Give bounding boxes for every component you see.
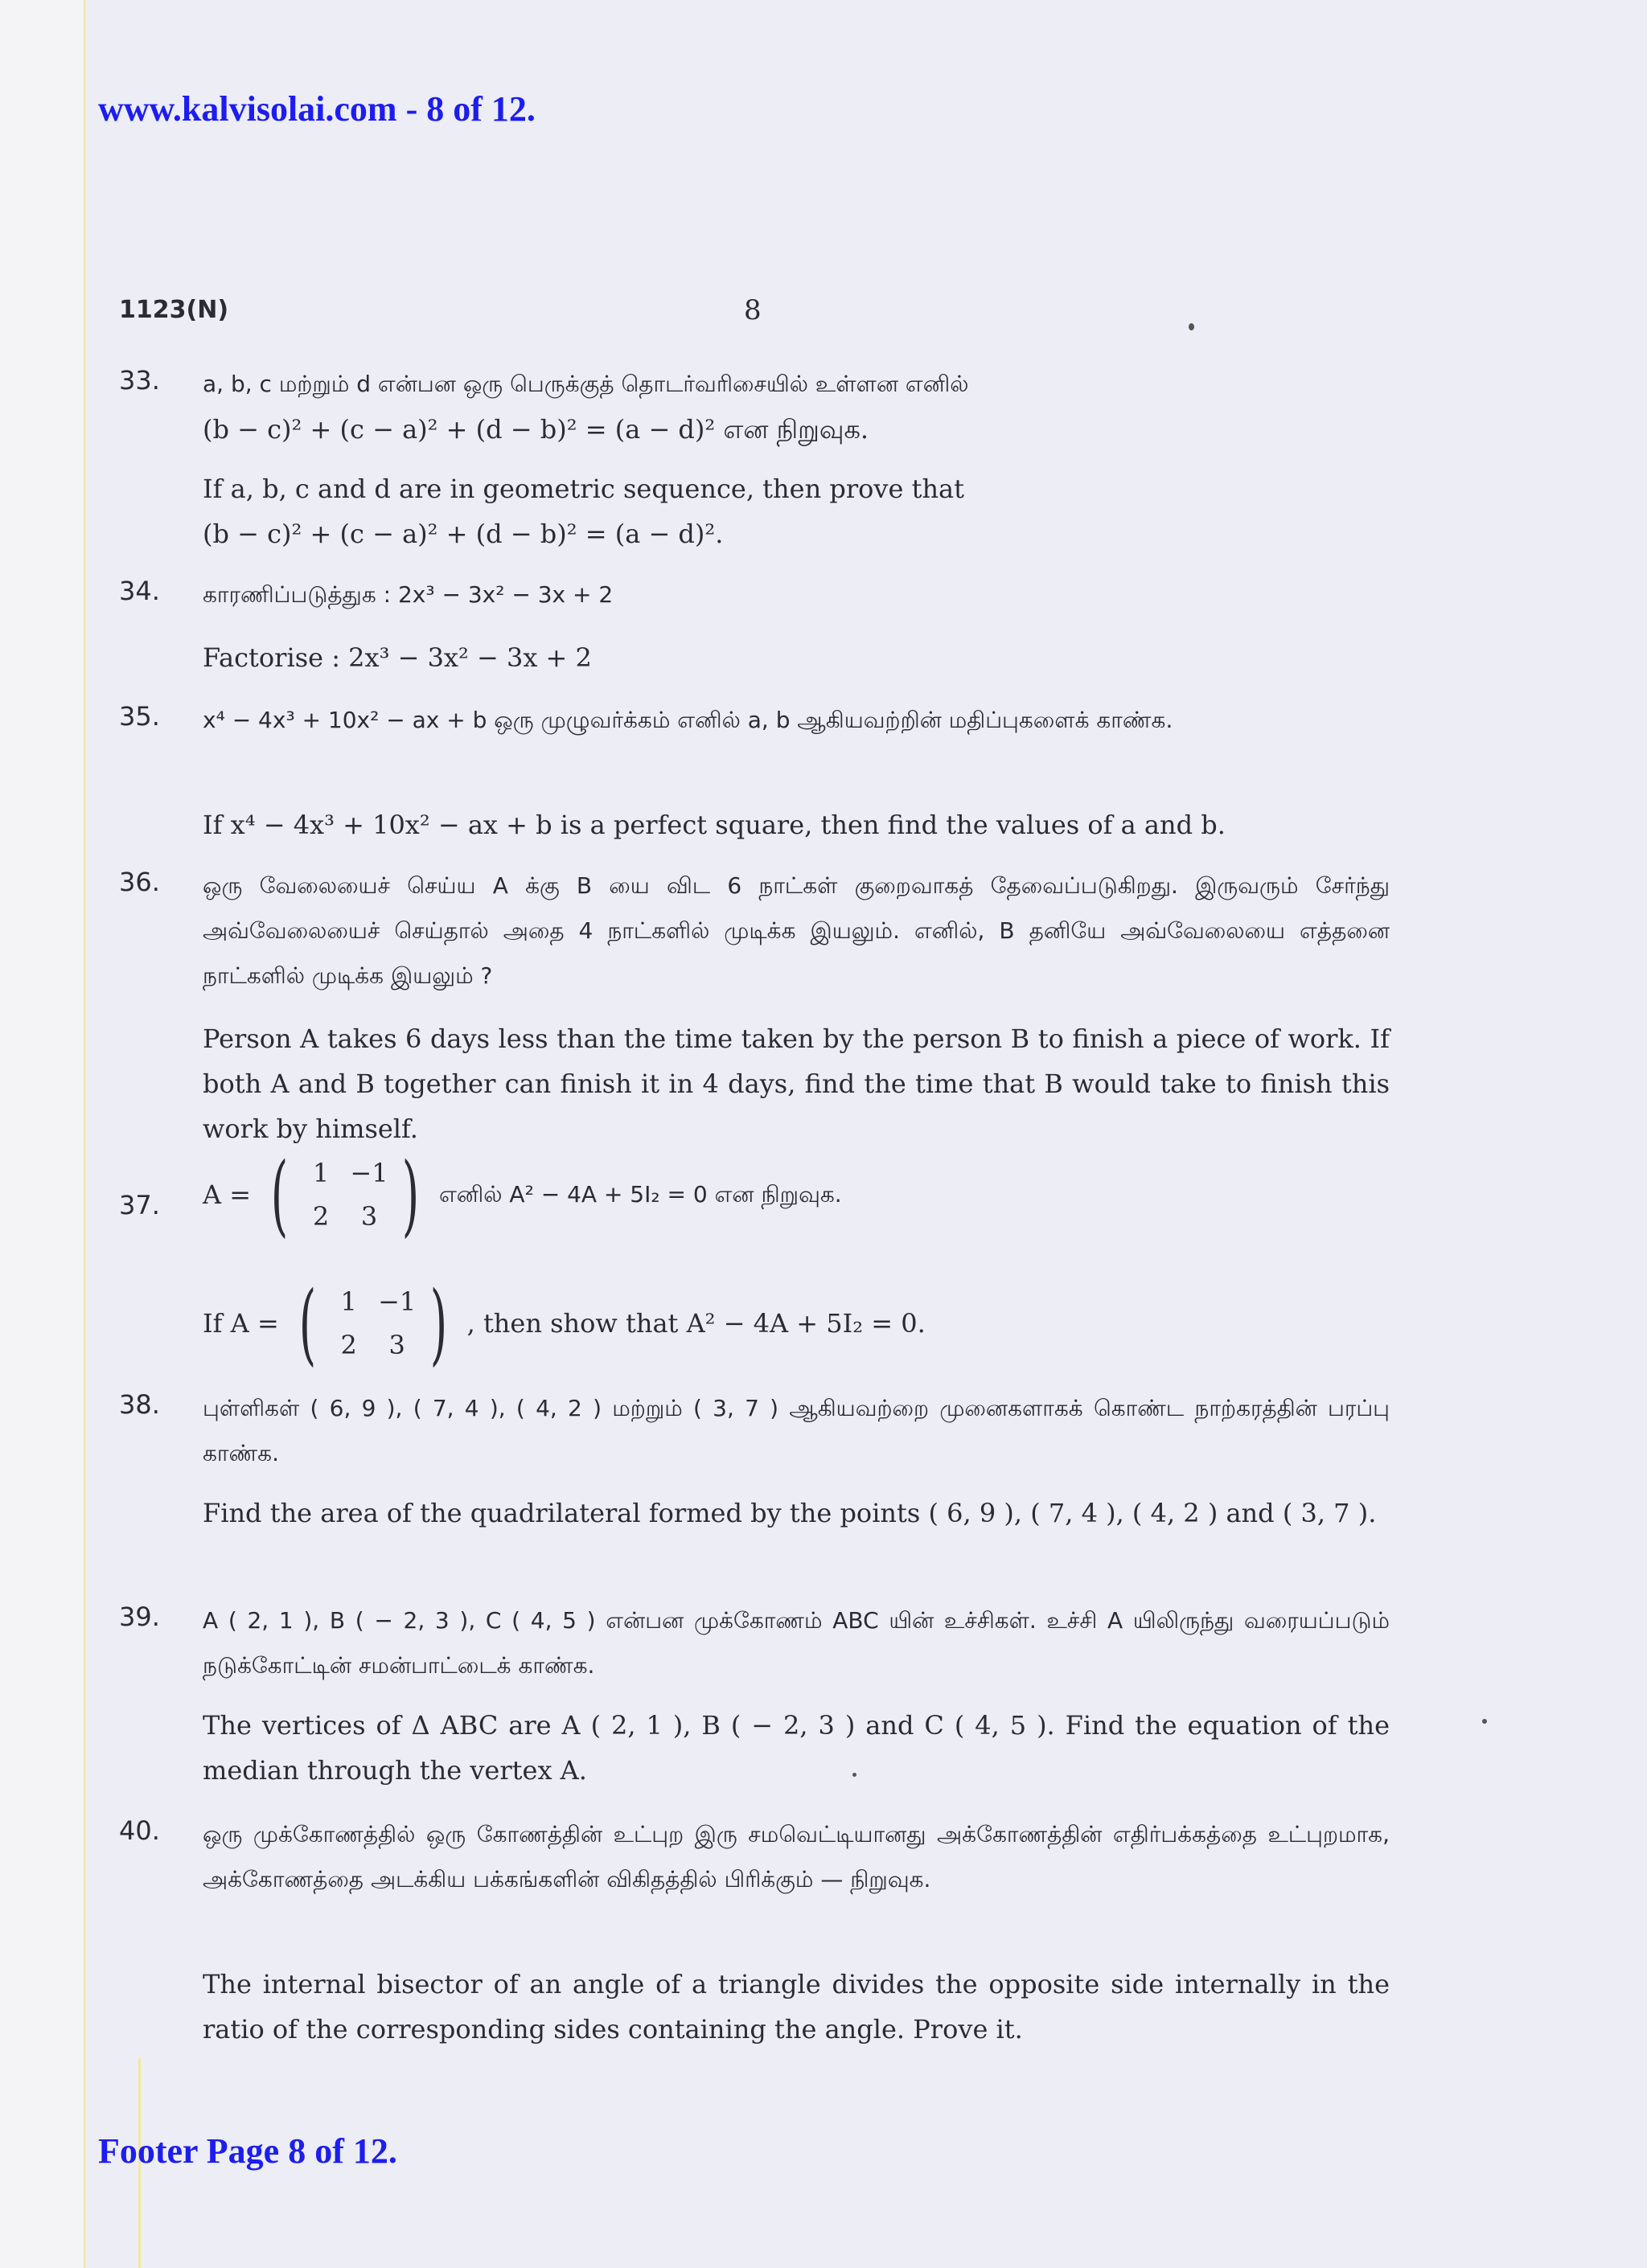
- paper-code: 1123(N): [119, 296, 229, 324]
- left-bracket: (: [298, 1272, 316, 1375]
- question-number: 34.: [119, 576, 160, 606]
- question-tamil-formula: (b − c)² + (c − a)² + (d − b)² = (a − d)² என நிறுவுக.: [203, 414, 869, 445]
- left-bracket: (: [270, 1143, 289, 1246]
- question-tamil: A ( 2, 1 ), B ( − 2, 3 ), C ( 4, 5 ) என்பன முக்கோணம் ABC யின் உச்சிகள். உச்சி A யிலிருந்து வரையப்படும் நடுக்கோட்டின் சமன்பாட்டைக் காண்க.: [203, 1607, 1390, 1679]
- scan-speck: [852, 1773, 856, 1777]
- question-number: 40.: [119, 1815, 160, 1846]
- right-bracket: ): [401, 1143, 420, 1246]
- scan-speck: [1189, 323, 1194, 330]
- question-english-formula: (b − c)² + (c − a)² + (d − b)² = (a − d)².: [203, 519, 724, 549]
- question-number: 38.: [119, 1389, 160, 1420]
- question-english: Person A takes 6 days less than the time taken by the person B to finish a piece of work. If both A and B together can finish it in 4 days, find the time that B would take to finish this work by himself.: [203, 1023, 1390, 1144]
- question-english: If a, b, c and d are in geometric sequence, then prove that: [203, 474, 964, 504]
- right-bracket: ): [429, 1272, 447, 1375]
- matrix-cell: 2: [340, 1330, 357, 1360]
- matrix-cell: −1: [378, 1286, 417, 1317]
- website-header: www.kalvisolai.com - 8 of 12.: [98, 89, 536, 129]
- matrix-cell: −1: [350, 1158, 388, 1188]
- question-english: Find the area of the quadrilateral formed by the points ( 6, 9 ), ( 7, 4 ), ( 4, 2 ) and ( 3, 7 ).: [203, 1498, 1377, 1528]
- question-number: 37.: [119, 1190, 160, 1220]
- question-number: 36.: [119, 867, 160, 897]
- matrix-cell: 2: [312, 1201, 330, 1232]
- scan-speck: [1482, 1719, 1487, 1724]
- page-number: 8: [744, 294, 762, 326]
- question-english: The vertices of Δ ABC are A ( 2, 1 ), B ( − 2, 3 ) and C ( 4, 5 ). Find the equation of the median through the vertex A.: [203, 1710, 1390, 1786]
- question-tamil: காரணிப்படுத்துக : 2x³ − 3x² − 3x + 2: [203, 581, 614, 608]
- question-tamil: ஒரு வேலையைச் செய்ய A க்கு B யை விட 6 நாட்கள் குறைவாகத் தேவைப்படுகிறது. இருவரும் சேர்ந்து அவ்வேலையைச் செய்தால் அதை 4 நாட்களில் முடிக்க இயலும். எனில், B தனியே அவ்வேலையை எத்தனை நாட்களில் முடிக்க இயலும் ?: [203, 872, 1390, 989]
- question-number: 33.: [119, 365, 160, 396]
- question-tamil: a, b, c மற்றும் d என்பன ஒரு பெருக்குத் தொடர்வரிசையில் உள்ளன எனில்: [203, 371, 969, 397]
- margin-rule: [84, 0, 85, 2268]
- page-footer: Footer Page 8 of 12.: [98, 2131, 397, 2171]
- matrix-cell: 3: [388, 1330, 405, 1360]
- question-tamil-suffix: எனில் A² − 4A + 5I₂ = 0 என நிறுவுக.: [438, 1181, 842, 1208]
- scan-left-margin: [0, 0, 84, 2268]
- question-tamil: புள்ளிகள் ( 6, 9 ), ( 7, 4 ), ( 4, 2 ) மற்றும் ( 3, 7 ) ஆகியவற்றை முனைகளாகக் கொண்ட நாற்கரத்தின் பரப்பு காண்க.: [203, 1395, 1390, 1466]
- question-english-suffix: , then show that A² − 4A + 5I₂ = 0.: [466, 1308, 926, 1339]
- matrix-label: A =: [203, 1179, 252, 1210]
- question-tamil-row: [203, 1122, 1390, 1267]
- question-english-row: [203, 1251, 1390, 1396]
- question-number: 35.: [119, 701, 160, 732]
- question-tamil: ஒரு முக்கோணத்தில் ஒரு கோணத்தின் உட்புற இரு சமவெட்டியானது அக்கோணத்தின் எதிர்பக்கத்தை உட்புறமாக, அக்கோணத்தை அடக்கிய பக்கங்களின் விகிதத்தில் பிரிக்கும் — நிறுவுக.: [203, 1821, 1390, 1893]
- question-english: If x⁴ − 4x³ + 10x² − ax + b is a perfect square, then find the values of a and b.: [203, 810, 1226, 840]
- matrix-a: [290, 1272, 456, 1375]
- question-english: The internal bisector of an angle of a triangle divides the opposite side internally in the ratio of the corresponding sides containing the angle. Prove it.: [203, 1969, 1390, 2044]
- matrix-cell: 1: [312, 1158, 330, 1188]
- matrix-cell: 3: [360, 1201, 378, 1232]
- question-number: 39.: [119, 1602, 160, 1632]
- question-tamil: x⁴ − 4x³ + 10x² − ax + b ஒரு முழுவர்க்கம் எனில் a, b ஆகியவற்றின் மதிப்புகளைக் காண்க.: [203, 707, 1173, 733]
- matrix-label: If A =: [203, 1308, 279, 1339]
- question-english: Factorise : 2x³ − 3x² − 3x + 2: [203, 642, 592, 673]
- matrix-cell: 1: [340, 1286, 357, 1317]
- matrix-a: [262, 1143, 428, 1246]
